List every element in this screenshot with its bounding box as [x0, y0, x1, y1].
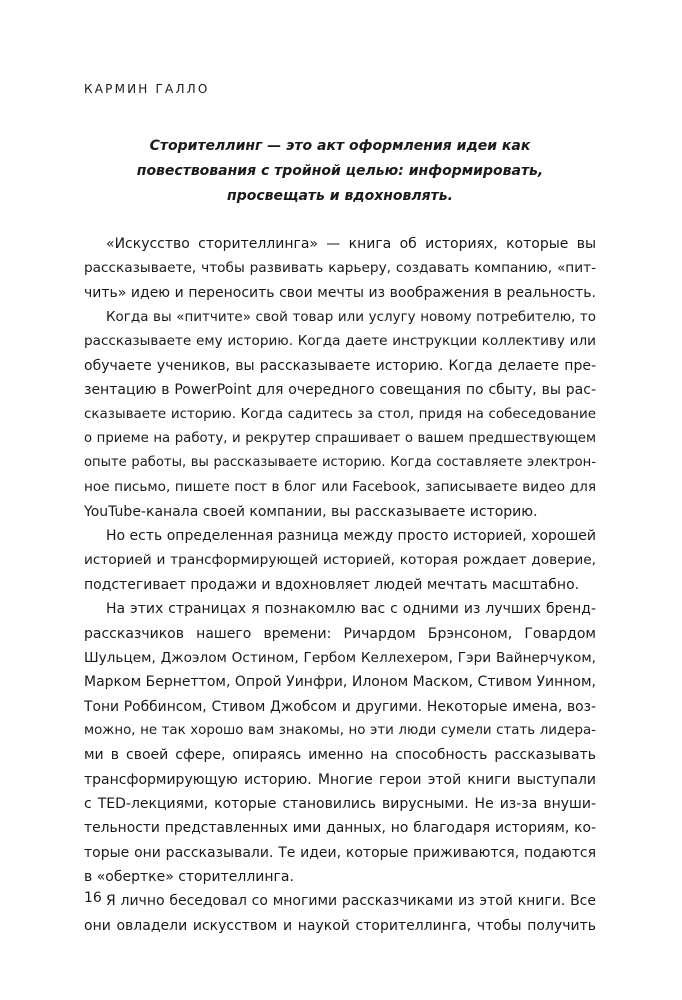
text-line: ное письмо, пишете пост в блог или Facebook, записываете видео для — [84, 479, 596, 496]
text-line: историей и трансформирующей историей, которая рождает доверие, — [84, 552, 596, 569]
text-line: о приеме на работу, и рекрутер спрашивает о вашем предшествующем — [84, 430, 596, 446]
text-line: обучаете учеников, вы рассказываете историю. Когда делаете пре- — [84, 357, 596, 374]
text-line: зентацию в PowerPoint для очередного совещания по сбыту, вы рас- — [84, 382, 596, 399]
text-line: чить» идею и переносить свои мечты из воображения в реальность. — [84, 284, 596, 301]
text-line: они овладели искусством и наукой сторителлинга, чтобы получить — [84, 917, 596, 934]
text-line: рассказываете, чтобы развивать карьеру, создавать компанию, «пит- — [84, 260, 596, 277]
text-line: в «обертке» сторителлинга. — [84, 868, 294, 885]
epigraph-line: Сторителлинг — это акт оформления идеи как — [149, 138, 531, 154]
text-line: с TED-лекциями, которые становились вирусными. Не из-за внуши- — [84, 795, 596, 812]
text-line: трансформирующую историю. Многие герои этой книги выступали — [84, 771, 596, 788]
text-line: рассказываете ему историю. Когда даете инструкции коллективу или — [84, 333, 596, 350]
text-line: Я лично беседовал со многими рассказчиками из этой книги. Все — [106, 893, 596, 910]
epigraph-line: повествования с тройной целью: информировать, — [136, 163, 544, 179]
text-line: «Искусство сторителлинга» — книга об историях, которые вы — [106, 236, 596, 252]
epigraph — [84, 134, 596, 209]
body-text — [84, 232, 596, 938]
text-line: Шульцем, Джоэлом Остином, Гербом Келлехером, Гэри Вайнерчуком, — [84, 649, 596, 666]
text-line: опыте работы, вы рассказываете историю. Когда составляете электрон- — [84, 455, 596, 471]
text-line: можно, не так хорошо вам знакомы, но эти люди сумели стать лидера- — [84, 722, 596, 738]
text-line: подстегивает продажи и вдохновляет людей мечтать масштабно. — [84, 576, 580, 593]
epigraph-line: просвещать и вдохновлять. — [227, 188, 453, 204]
text-line: YouTube-канала своей компании, вы рассказываете историю. — [84, 503, 538, 520]
text-line: сказываете историю. Когда садитесь за стол, придя на собеседование — [84, 406, 596, 423]
text-line: Тони Роббинсом, Стивом Джобсом и другими. Некоторые имена, воз- — [84, 698, 596, 715]
text-line: Марком Бернеттом, Опрой Уинфри, Илоном Маском, Стивом Уинном, — [84, 674, 596, 691]
page-number: 16 — [84, 890, 102, 906]
text-line: Но есть определенная разница между просто историей, хорошей — [106, 528, 596, 545]
text-line: торые они рассказывали. Те идеи, которые приживаются, подаются — [84, 844, 596, 861]
text-line: тельности представленных ими данных, но благодаря историям, ко- — [84, 820, 596, 837]
text-line: рассказчиков нашего времени: Ричардом Брэнсоном, Говардом — [84, 625, 596, 642]
text-line: ми в своей сфере, опираясь именно на способность рассказывать — [84, 747, 596, 764]
text-line: На этих страницах я познакомлю вас с одними из лучших бренд- — [106, 601, 596, 618]
text-line: Когда вы «питчите» свой товар или услугу новому потребителю, то — [106, 309, 596, 326]
running-head: КАРМИН ГАЛЛО — [84, 82, 210, 96]
